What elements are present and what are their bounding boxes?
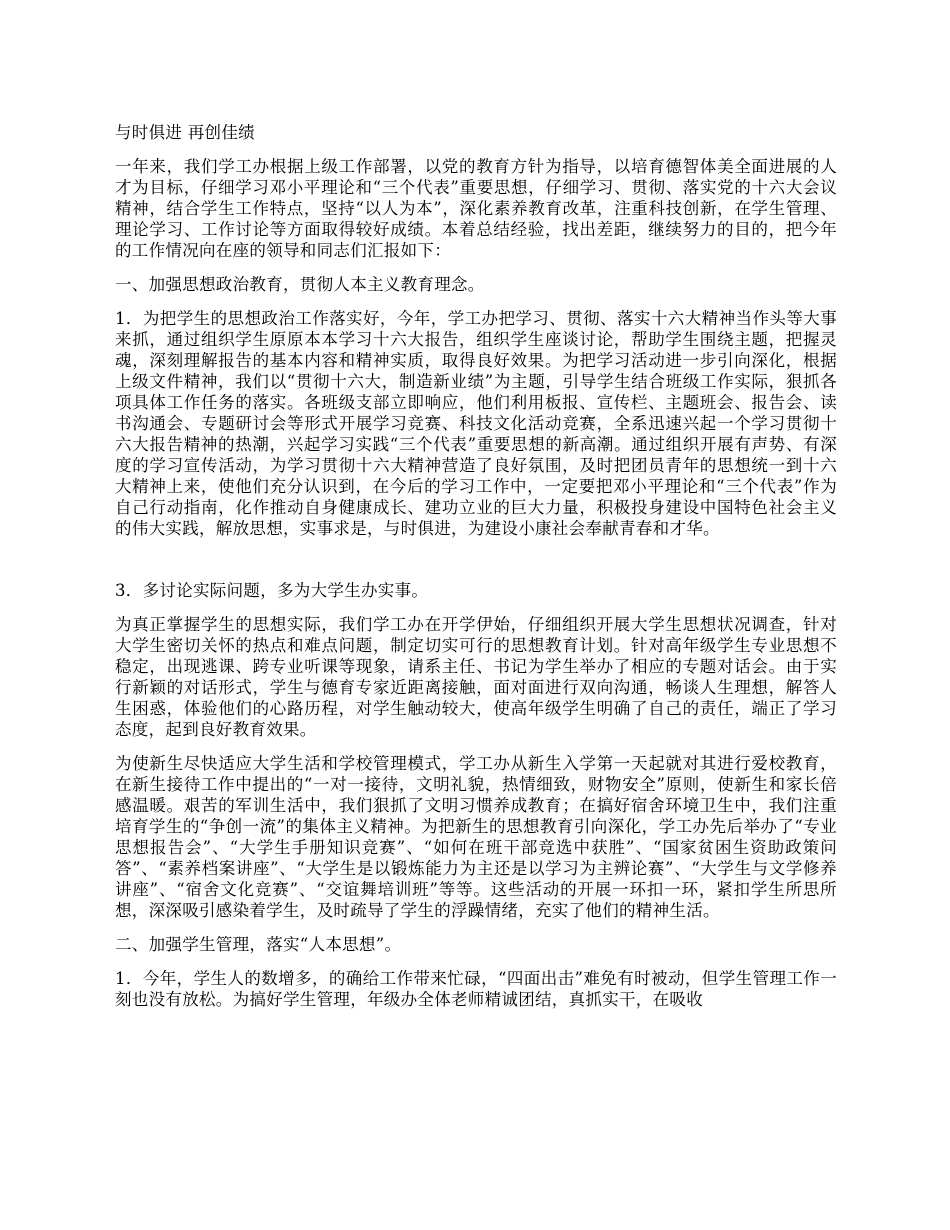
paragraph-body: 1．今年，学生人的数增多，的确给工作带来忙碌，“四面出击”难免有时被动，但学生管理工作一刻也没有放松。为搞好学生管理，年级办全体老师精诚团结，真抓实干，在吸收 bbox=[115, 969, 837, 1009]
paragraph-body: 为真正掌握学生的思想实际，我们学工办在开学伊始，仔细组织开展大学生思想状况调查，针对大学生密切关怀的热点和难点问题，制定切实可行的思想教育计划。针对高年级学生专业思想不稳定，出现逃课、跨专业听课等现象，请系主任、书记为学生举办了相应的专题对话会。由于实行新颖的对话形式，学生与德育专家近距离接触，面对面进行双向沟通，畅谈人生理想，解答人生困惑，体验他们的心路历程，对学生触动较大，使高年级学生明确了自己的责任，端正了学习态度，起到良好教育效果。 bbox=[115, 615, 837, 739]
intro-paragraph: 一年来，我们学工办根据上级工作部署，以党的教育方针为指导，以培育德智体美全面进展的人才为目标，仔细学习邓小平理论和“三个代表”重要思想，仔细学习、贯彻、落实党的十六大会议精神，结合学生工作特点，坚持“以人为本”，深化素养教育改革，注重科技创新，在学生管理、理论学习、工作讨论等方面取得较好成绩。本着总结经验，找出差距，继续努力的目的，把今年的工作情况向在座的领导和同志们汇报如下： bbox=[115, 157, 837, 260]
paragraph-item-3-heading: 3．多讨论实际问题，多为大学生办实事。 bbox=[115, 581, 429, 600]
blank-space bbox=[115, 539, 837, 580]
document-page bbox=[115, 122, 837, 1010]
document-title: 与时俱进 再创佳绩 bbox=[115, 123, 255, 142]
paragraph-item-1: 1．为把学生的思想政治工作落实好，今年，学工办把学习、贯彻、落实十六大精神当作头等大事来抓，通过组织学生原原本本学习十六大报告，组织学生座谈讨论，帮助学生围绕主题，把握灵魂，深刻理解报告的基本内容和精神实质，取得良好效果。为把学习活动进一步引向深化，根据上级文件精神，我们以“贯彻十六大，制造新业绩”为主题，引导学生结合班级工作实际，狠抓各项具体工作任务的落实。各班级支部立即响应，他们利用板报、宣传栏、主题班会、报告会、读书沟通会、专题研讨会等形式开展学习竞赛、科技文化活动竞赛，全系迅速兴起一个学习贯彻十六大报告精神的热潮，兴起学习实践“三个代表”重要思想的新高潮。通过组织开展有声势、有深度的学习宣传活动，为学习贯彻十六大精神营造了良好氛围，及时把团员青年的思想统一到十六大精神上来，使他们充分认识到，在今后的学习工作中，一定要把邓小平理论和“三个代表”作为自己行动指南，化作推动自身健康成长、建功立业的巨大力量，积极投身建设中国特色社会主义的伟大实践，解放思想，实事求是，与时俱进，为建设小康社会奉献青春和才华。 bbox=[115, 309, 837, 538]
section-heading-2: 二、加强学生管理，落实“人本思想”。 bbox=[115, 935, 402, 954]
section-heading-1: 一、加强思想政治教育，贯彻人本主义教育理念。 bbox=[115, 275, 485, 294]
paragraph-body: 为使新生尽快适应大学生活和学校管理模式，学工办从新生入学第一天起就对其进行爱校教育，在新生接待工作中提出的“一对一接待，文明礼貌，热情细致，财物安全”原则，使新生和家长倍感温暖。艰苦的军训生活中，我们狠抓了文明习惯养成教育；在搞好宿舍环境卫生中，我们注重培育学生的“争创一流”的集体主义精神。为把新生的思想教育引向深化，学工办先后举办了“专业思想报告会”、“大学生手册知识竞赛”、“如何在班干部竞选中获胜”、“国家贫困生资助政策问答”、“素养档案讲座”、“大学生是以锻炼能力为主还是以学习为主辨论赛”、“大学生与文学修养讲座”、“宿舍文化竞赛”、“交谊舞培训班”等等。这些活动的开展一环扣一环，紧扣学生所思所想，深深吸引感染着学生，及时疏导了学生的浮躁情绪，充实了他们的精神生活。 bbox=[115, 754, 837, 920]
